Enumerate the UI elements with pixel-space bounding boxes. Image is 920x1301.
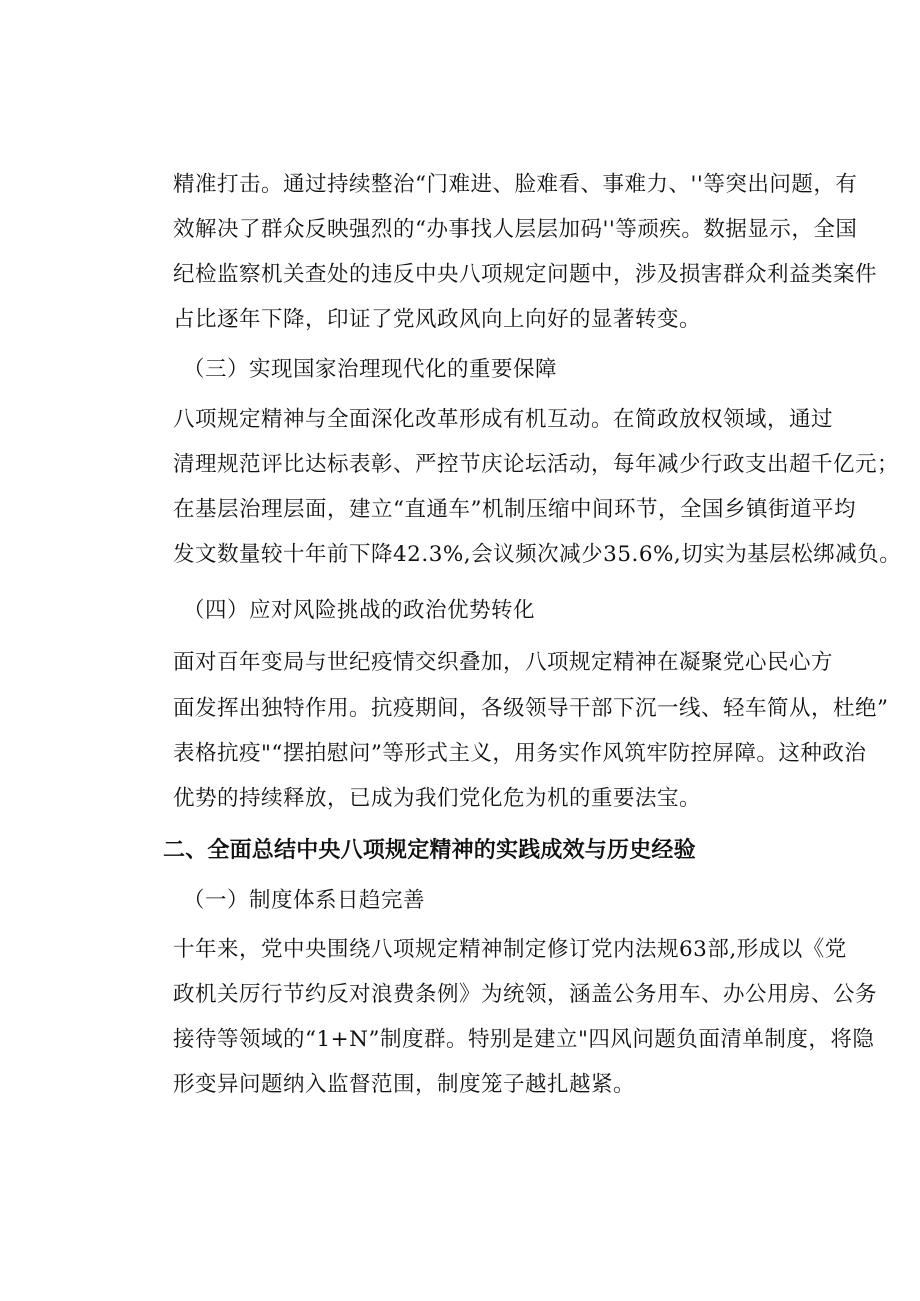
paragraph-2-line-4: 发文数量较十年前下降42.3%,会议频次减少35.6%,切实为基层松绑减负。 — [173, 542, 902, 567]
subheading-3: （三）实现国家治理现代化的重要保障 — [183, 357, 558, 382]
section-2-title: 二、全面总结中央八项规定精神的实践成效与历史经验 — [163, 838, 696, 863]
paragraph-3-line-3: 表格抗疫"“摆拍慰问”等形式主义，用务实作风筑牢防控屏障。这种政治 — [173, 741, 867, 766]
subheading-4: （四）应对风险挑战的政治优势转化 — [183, 598, 536, 623]
paragraph-3-line-4: 优势的持续释放，已成为我们党化危为机的重要法宝。 — [173, 786, 702, 811]
paragraph-1-line-4: 占比逐年下降，印证了党风政风向上向好的显著转变。 — [173, 307, 702, 332]
paragraph-3-line-1: 面对百年变局与世纪疫情交织叠加，八项规定精神在凝聚党心民心方 — [173, 650, 834, 675]
paragraph-4-line-4: 形变异问题纳入监督范围，制度笼子越扎越紧。 — [173, 1072, 636, 1097]
paragraph-1-line-3: 纪检监察机关查处的违反中央八项规定问题中，涉及损害群众利益类案件 — [173, 262, 878, 287]
paragraph-3-line-2: 面发挥出独特作用。抗疫期间，各级领导干部下沉一线、轻车简从，杜绝” — [173, 696, 889, 721]
paragraph-4-line-3: 接待等领域的“1+N”制度群。特别是建立"四风问题负面清单制度，将隐 — [173, 1027, 875, 1052]
paragraph-2-line-1: 八项规定精神与全面深化改革形成有机互动。在简政放权领域，通过 — [173, 407, 834, 432]
paragraph-1-line-2: 效解决了群众反映强烈的“办事找人层层加码''等顽疾。数据显示，全国 — [173, 217, 858, 242]
paragraph-4-line-2: 政机关厉行节约反对浪费条例》为统领，涵盖公务用车、办公用房、公务 — [173, 982, 878, 1007]
paragraph-2-line-2: 清理规范评比达标表彰、严控节庆论坛活动，每年减少行政支出超千亿元； — [173, 452, 900, 477]
paragraph-4-line-1: 十年来，党中央围绕八项规定精神制定修订党内法规63部,形成以《党 — [173, 937, 847, 962]
paragraph-2-line-3: 在基层治理层面，建立“直通车”机制压缩中间环节，全国乡镇街道平均 — [173, 497, 856, 522]
paragraph-1-line-1: 精准打击。通过持续整治“门难进、脸难看、事难力、''等突出问题，有 — [173, 172, 858, 197]
subheading-1: （一）制度体系日趋完善 — [183, 888, 426, 913]
